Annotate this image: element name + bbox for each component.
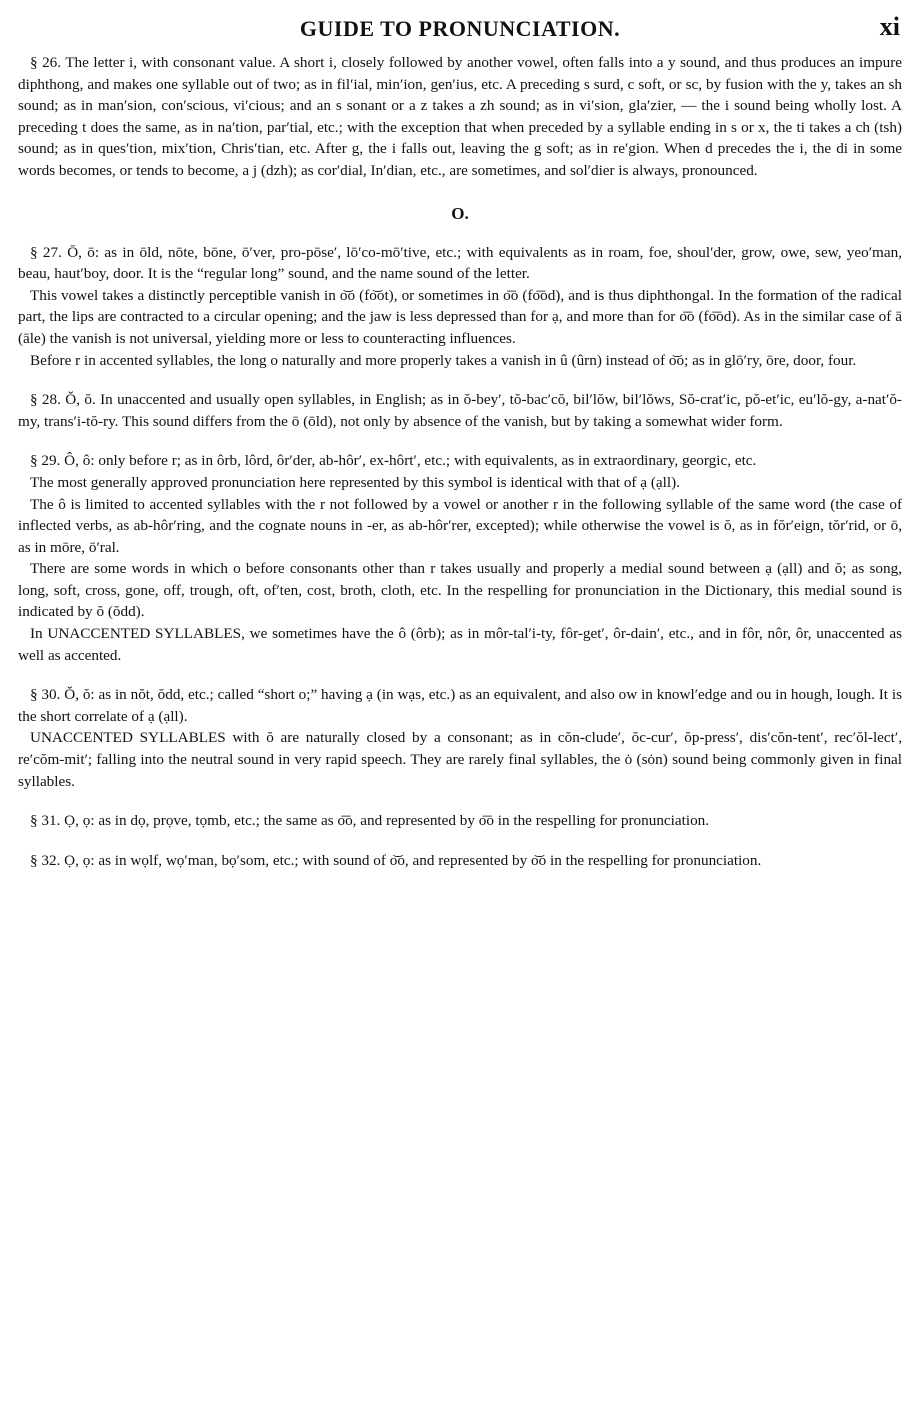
section-29-paragraph-1: § 29. Ô, ô: only before r; as in ôrb, lôrd, ôr′der, ab-hôr′, ex-hôrt′, etc.; with equivalents, as in extraordinary, georgic, etc. — [30, 452, 757, 470]
section-30 — [18, 684, 902, 792]
section-31 — [18, 810, 902, 832]
section-28-paragraph-1: § 28. Ŏ, ŏ. In unaccented and usually open syllables, in English; as in ŏ-bey′, tŏ-bac′cŏ, bil′lŏw, bil′lŏws, Sŏ-crat′ic, pŏ-et′ic, eu′lŏ-gy, a-nat′ŏ-my, trans′i-tŏ-ry. This sound differs from the ō (ōld), not only by absence of the vanish, but by taking a somewhat wider form. — [18, 391, 902, 430]
page-title: GUIDE TO PRONUNCIATION. — [299, 16, 621, 41]
section-29 — [18, 450, 902, 666]
section-27 — [18, 242, 902, 372]
section-32 — [18, 850, 902, 872]
section-27-paragraph-1: § 27. Ō, ō: as in ōld, nōte, bōne, ō′ver, pro-pōse′, lō′co-mō′tive, etc.; with equivalents as in roam, foe, shoul′der, grow, owe, sew, yeo′man, beau, haut′boy, door. It is the “regular long” sound, and the name sound of the letter. — [18, 243, 902, 283]
document-page — [18, 14, 902, 1394]
section-26 — [18, 52, 902, 182]
section-26-paragraph-1: § 26. The letter i, with consonant value. A short i, closely followed by another vowel, often falls into a y sound, and thus produces an impure diphthong, and makes one syllable out of two; as in fil′ial, min′ion, gen′ius, etc. A preceding s surd, c soft, or sc, by fusion with the y, takes an sh sound; as in man′sion, con′scious, vi′cious; and an s sonant or a z takes a zh sound; as in vi′sion, gla′zier, — the i sound being wholly lost. A preceding t does the same, as in na′tion, par′tial, etc.; with the exception that when preceded by a syllable ending in s or x, the ti takes a ch (tsh) sound; as in ques′tion, mix′tion, Chris′tian, etc. After g, the i falls out, leaving the g soft; as in re′gion. When d precedes the i, the di in some words becomes, or tends to become, a j (dzh); as cor′dial, In′dian, etc., are sometimes, and sol′dier is always, pronounced. — [18, 54, 902, 179]
section-28 — [18, 389, 902, 432]
page-number: xi — [879, 14, 900, 41]
section-29-paragraph-4: There are some words in which o before consonants other than r takes usually and properly a medial sound between ạ (ạll) and ŏ; as song, long, soft, cross, gone, off, trough, oft, of′ten, cost, broth, cloth, etc. In the respelling for pronunciation in the Dictionary, this medial sound is indicated by ŏ (ŏdd). — [18, 560, 902, 621]
section-27-paragraph-3: Before r in accented syllables, the long o naturally and more properly takes a vanish in û (ûrn) instead of o͝o; as in glō′ry, ōre, door, four. — [30, 351, 857, 369]
letter-heading-o: O. — [451, 203, 469, 223]
section-29-paragraph-3: The ô is limited to accented syllables with the r not followed by a vowel or another r in the following syllable of the same word (the case of inflected verbs, as ab-hôr′ring, and the cognate nouns in -er, as ab-hôr′rer, excepted); while otherwise the vowel is ŏ, as in fŏr′eign, tŏr′rid, or ō, as in mōre, ō′ral. — [18, 495, 902, 556]
section-29-paragraph-5: In UNACCENTED SYLLABLES, we sometimes have the ô (ôrb); as in môr-tal′i-ty, fôr-get′, ôr-dain′, etc., and in fôr, nôr, ôr, unaccented as well as accented. — [18, 625, 902, 664]
section-30-paragraph-2: UNACCENTED SYLLABLES with ŏ are naturally closed by a consonant; as in cŏn-clude′, ŏc-cur′, ŏp-press′, dis′cŏn-tent′, rec′ŏl-lect′, re′cŏm-mit′; falling into the neutral sound in very rapid speech. They are rarely final syllables, the ȯ (sȯn) sound being commonly given in final syllables. — [18, 729, 902, 790]
page-header — [18, 14, 902, 44]
section-27-paragraph-2: This vowel takes a distinctly perceptible vanish in o͝o (fo͝ot), or sometimes in o͞o (fo͞od), and is thus diphthongal. In the formation of the radical part, the lips are contracted to a circular opening; and the jaw is less depressed than for ạ, and more than for o͞o (fo͞od). As in the similar case of ā (āle) the vanish is not universal, yielding more or less to counteracting influences. — [18, 286, 902, 347]
section-29-paragraph-2: The most generally approved pronunciation here represented by this symbol is identical with that of ạ (ạll). — [30, 473, 680, 491]
section-31-paragraph-1: § 31. Ọ, ọ: as in dọ, prọve, tọmb, etc.; the same as o͞o, and represented by o͞o in the respelling for pronunciation. — [30, 812, 710, 830]
section-32-paragraph-1: § 32. Ọ, ọ: as in wọlf, wọ′man, bọ′som, etc.; with sound of o͝o, and represented by o͝o in the respelling for pronunciation. — [30, 851, 762, 869]
section-30-paragraph-1: § 30. Ŏ, ŏ: as in nŏt, ŏdd, etc.; called “short o;” having ạ (in wạs, etc.) as an equivalent, and also ow in knowl′edge and ou in hough, lough. It is the short correlate of ạ (ạll). — [18, 686, 902, 725]
